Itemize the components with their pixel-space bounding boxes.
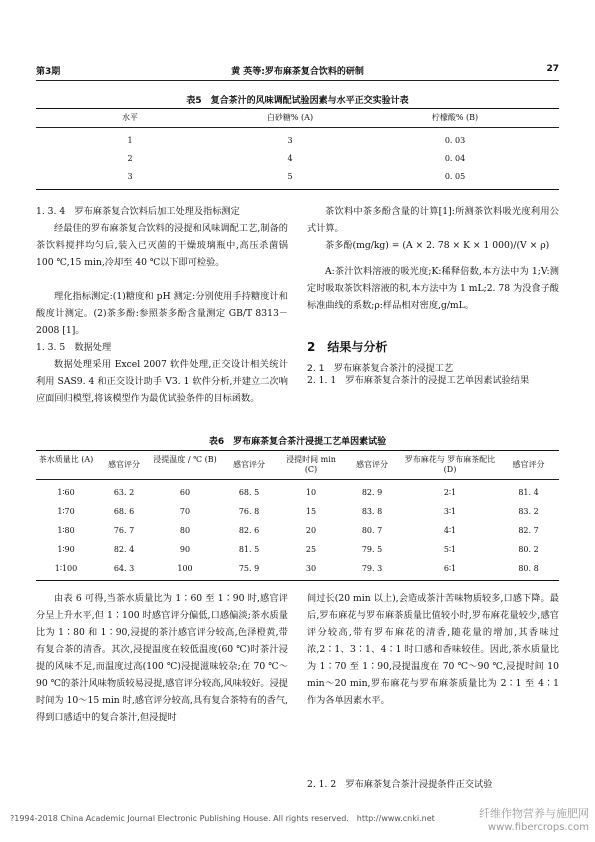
- copyright-footer: ?1994-2018 China Academic Journal Electronic Publishing House. All rights reserved. http://www.cnki.net: [10, 814, 435, 823]
- table6-cell: 70: [179, 507, 191, 516]
- table6-cell: 5∶1: [443, 545, 457, 554]
- running-title: 黄 英等:罗布麻茶复合饮料的研制: [231, 67, 364, 77]
- table6-cell: 25: [305, 545, 317, 554]
- table6-col-header: 感官评分: [356, 460, 388, 469]
- table6-cell: 76. 8: [238, 507, 260, 516]
- section-2-1-heading: 2. 1 罗布麻茶复合茶汁的浸提工艺: [307, 363, 454, 374]
- table5-cell: 0. 05: [444, 172, 466, 181]
- table6-col-header: 茶水质量比 (A): [38, 455, 94, 464]
- table6-cell: 1∶70: [57, 507, 75, 516]
- watermark-url: www.fibercrops.com: [487, 822, 589, 833]
- section-1-3-5-heading: 1. 3. 5 数据处理: [36, 342, 112, 353]
- table6-cell: 75. 9: [238, 564, 260, 573]
- table6-cell: 80. 2: [518, 545, 539, 554]
- table6-cell: 82. 6: [238, 526, 260, 535]
- table6-cell: 6∶1: [443, 564, 457, 573]
- table6-cell: 82. 7: [518, 526, 539, 535]
- table6-cell: 83. 2: [518, 507, 539, 516]
- section-2-heading: 2 结果与分析: [307, 340, 388, 354]
- paragraph-polyphenol-calc: 茶饮料中茶多酚含量的计算[1]:所测茶饮料吸光度利用公式计算。: [307, 206, 559, 234]
- table6-cell: 79. 3: [361, 564, 383, 573]
- table6-cell: 30: [305, 564, 317, 573]
- table6-cell: 80. 8: [518, 564, 539, 573]
- table6-cell: 79. 5: [361, 545, 383, 554]
- section-1-3-4-heading: 1. 3. 4 罗布麻茶复合饮料后加工处理及指标测定: [36, 206, 240, 217]
- table6-cell: 1∶80: [57, 526, 75, 535]
- table5-cell: 3: [127, 172, 133, 181]
- table5-cell: 0. 04: [444, 154, 466, 163]
- table6-cell: 80. 7: [361, 526, 383, 535]
- table6-cell: 4∶1: [443, 526, 457, 535]
- paragraph-single-factor-right: 间过长(20 min 以上),会造成茶汁苦味物质较多,口感下降。最后,罗布麻花与罗布麻茶质量比值较小时,罗布麻花量较少,感官评分较高,带有罗布麻花的清香,随花量的增加,其香味过浓,2∶1、3∶1、4∶1 时口感和香味较佳。因此,茶水质量比为 1∶70 至 1∶90,浸提温度在 70 ℃～90 ℃,浸提时间 10 min～20 min,罗布麻花与罗布麻茶质量比为 2∶1 至 4∶1 作为各单因素水平。: [307, 593, 562, 706]
- table6-cell: 15: [305, 507, 317, 516]
- table6-cell: 64. 3: [113, 564, 135, 573]
- paragraph-physchem-indicators: 理化指标测定:(1)糖度和 pH 测定:分别使用手持糖度计和酸度计测定。(2)茶多酚:参照茶多酚含量测定 GB/T 8313－2008 [1]。: [36, 291, 288, 336]
- header-rule: [36, 80, 559, 81]
- table6-cell: 83. 8: [361, 507, 383, 516]
- table6-cell: 1∶60: [57, 488, 75, 497]
- page-number: 27: [546, 64, 559, 74]
- table6-col-header: 感官评分: [512, 460, 545, 469]
- table5-caption: 表5 复合茶汁的风味调配试验因素与水平正交实验计表: [186, 96, 409, 106]
- table5-cell: 0. 03: [444, 136, 466, 145]
- polyphenol-formula: 茶多酚(mg/kg) = (A × 2. 78 × K × 1 000)/(V × ρ): [325, 240, 550, 251]
- table6-cell: 68. 6: [113, 507, 135, 516]
- section-2-1-1-heading: 2. 1. 1 罗布麻茶复合茶汁的浸提工艺单因素试验结果: [307, 375, 530, 386]
- table6-cell: 81. 4: [518, 488, 539, 497]
- table6-cell: 76. 7: [113, 526, 135, 535]
- table6-cell: 82. 4: [113, 545, 135, 554]
- table5-cell: 4: [287, 154, 293, 163]
- table6-cell: 82. 9: [361, 488, 383, 497]
- table6-cell: 80: [179, 526, 191, 535]
- table5-cell: 2: [127, 154, 133, 163]
- table6-cell: 68. 5: [238, 488, 260, 497]
- table5-cell: 5: [287, 172, 293, 181]
- table6-col-header: 罗布麻花与 罗布麻茶配比 (D): [404, 455, 496, 474]
- table6-cell: 10: [305, 488, 317, 497]
- watermark-cn: 纤维作物营养与施肥网: [479, 807, 589, 820]
- table6-caption: 表6 罗布麻茶复合茶汁浸提工艺单因素试验: [208, 437, 387, 447]
- paragraph-post-processing: 经最佳的罗布麻茶复合饮料的浸提和风味调配工艺,制备的茶饮料搅拌均匀后,装入已灭菌的干燥玻璃瓶中,高压杀菌锅 100 ℃,15 min,冷却至 40 ℃以下即可检验。: [36, 223, 291, 268]
- table6-cell: 63. 2: [113, 488, 135, 497]
- table6-cell: 90: [179, 545, 191, 554]
- table6-cell: 81. 5: [238, 545, 260, 554]
- table6-cell: 100: [177, 564, 193, 573]
- table6-col-header: 感官评分: [233, 460, 265, 469]
- issue-number: 第3期: [36, 67, 61, 77]
- table5-cell: 3: [287, 136, 293, 145]
- paragraph-formula-legend: A:茶汁饮料溶液的吸光度;K:稀释倍数,本方法中为 1;V:测定时吸取茶饮料溶液的积,本方法中为 1 mL;2. 78 为没食子酸标准曲线的系数;ρ:样品相对密度,g/mL。: [307, 266, 559, 311]
- section-2-1-2-heading: 2. 1. 2 罗布麻茶复合茶汁浸提条件正交试验: [307, 779, 493, 790]
- table6-cell: 1∶90: [57, 545, 75, 554]
- table6-cell: 20: [305, 526, 317, 535]
- table5-mid-rule: [36, 127, 559, 128]
- paragraph-data-processing: 数据处理采用 Excel 2007 软件处理,正交设计相关统计利用 SAS9. 4 和正交设计助手 V3. 1 软件分析,并建立二次响应面回归模型,将该模型作为最优试验条件的目标函数。: [36, 359, 288, 404]
- table6-col-header: 浸提温度 / ℃ (B): [153, 455, 217, 464]
- table5-col-header: 水平: [122, 113, 138, 122]
- table6-cell: 2∶1: [443, 488, 457, 497]
- table6-cell: 1∶100: [54, 564, 78, 573]
- table6-col-header: 浸提时间 min (C): [286, 455, 336, 474]
- table5-bottom-rule: [36, 189, 559, 190]
- table5-cell: 1: [127, 136, 133, 145]
- table6-cell: 3∶1: [443, 507, 457, 516]
- table6-cell: 60: [179, 488, 191, 497]
- table5-top-rule: [36, 108, 559, 109]
- table6-mid-rule: [36, 479, 559, 480]
- table6-col-header: 感官评分: [108, 460, 140, 469]
- table5-col-header: 柠檬酸% (B): [431, 113, 479, 122]
- table6-bottom-rule: [36, 580, 559, 581]
- paragraph-single-factor-left: 由表 6 可得,当茶水质量比为 1∶60 至 1∶90 时,感官评分呈上升水平,但 1∶100 时感官评分偏低,口感偏淡;茶水质量比为 1∶80 和 1∶90,浸提的茶汁感官评分较高,色泽橙黄,带有复合茶的清香。其次,浸提温度在较低温度(60 ℃)时茶汁浸提的风味不足,而温度过高(100 ℃)浸提滋味较杂;在 70 ℃～90 ℃的茶汁风味物质较易浸提,感官评分较高,风味较好。浸提时间为 10～15 min 时,感官评分较高,具有复合茶特有的香气,得到口感适中的复合茶汁,但浸提时: [36, 593, 288, 723]
- table5-col-header: 白砂糖% (A): [266, 113, 314, 122]
- table6-top-rule: [36, 450, 559, 451]
